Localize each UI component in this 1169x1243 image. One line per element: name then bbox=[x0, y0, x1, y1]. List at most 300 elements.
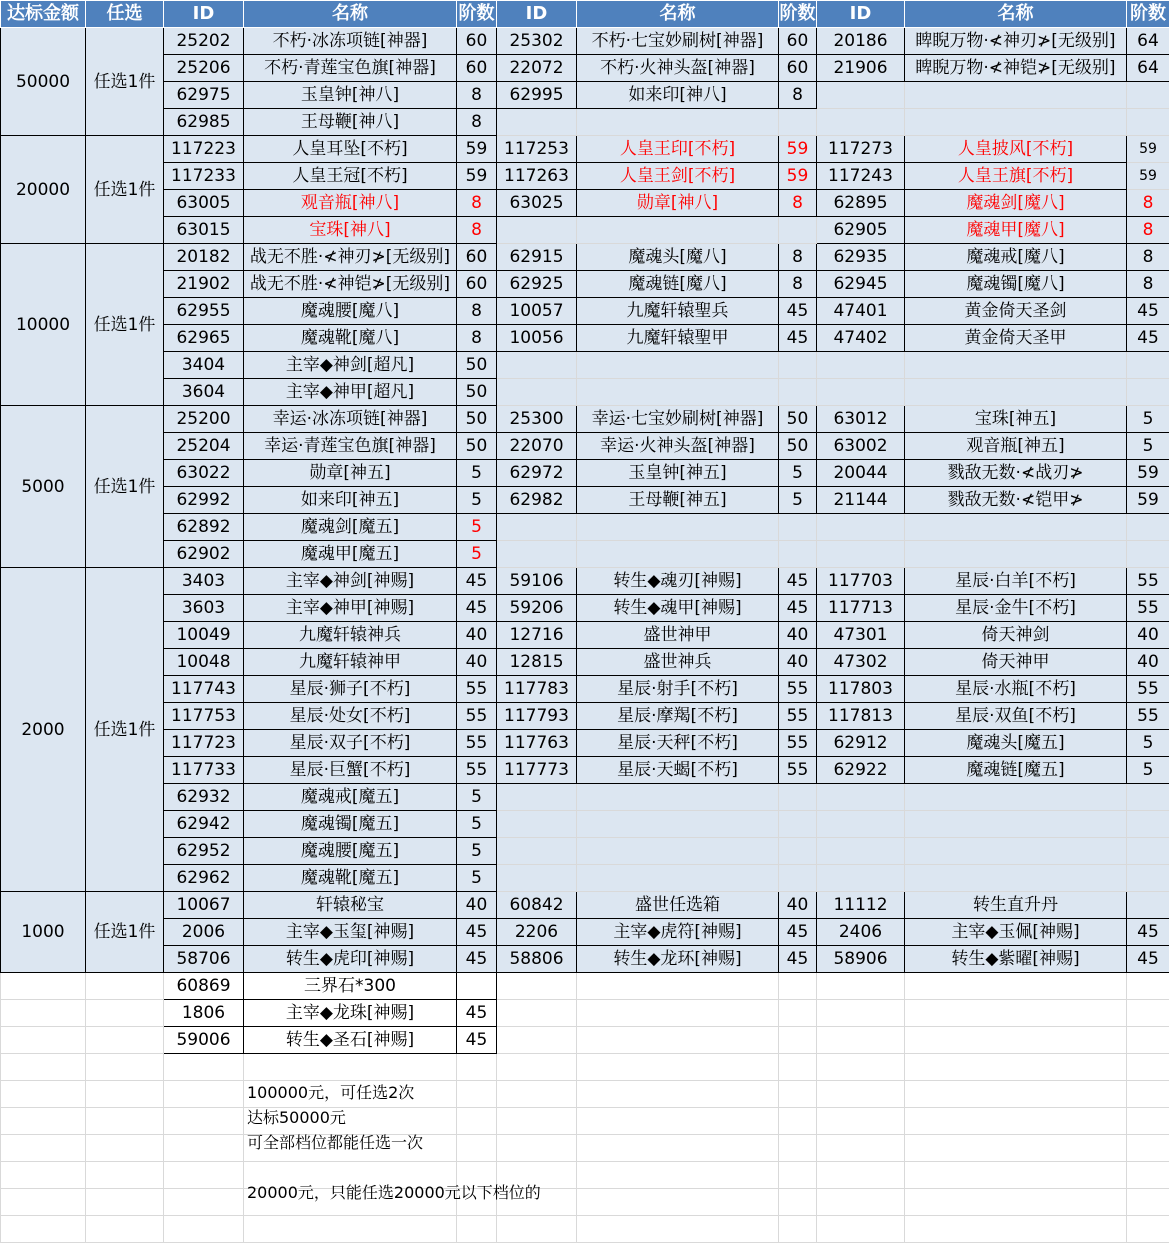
empty-cell bbox=[577, 1027, 779, 1054]
table-row bbox=[1, 649, 1169, 676]
item-id: 20044 bbox=[817, 460, 905, 487]
item-id: 117723 bbox=[164, 730, 244, 757]
tier-choose: 任选1件 bbox=[86, 244, 164, 406]
item-name: 魔魂头[魔五] bbox=[905, 730, 1127, 757]
item-name: 人皇披风[不朽] bbox=[905, 136, 1127, 163]
item-id: 117233 bbox=[164, 163, 244, 190]
item-id: 117703 bbox=[817, 568, 905, 595]
item-name: 转生◆魂甲[神赐] bbox=[577, 595, 779, 622]
header-cell: 任选 bbox=[86, 1, 164, 28]
item-name: 魔魂靴[魔五] bbox=[244, 865, 457, 892]
table-row bbox=[1, 676, 1169, 703]
item-level: 55 bbox=[779, 730, 817, 757]
tier-choose: 任选1件 bbox=[86, 136, 164, 244]
empty-cell bbox=[577, 811, 779, 838]
item-id: 62985 bbox=[164, 109, 244, 136]
item-id: 58906 bbox=[817, 946, 905, 973]
item-name: 幸运·冰冻项链[神器] bbox=[244, 406, 457, 433]
item-id: 59106 bbox=[497, 568, 577, 595]
empty-cell bbox=[1, 1054, 86, 1081]
item-name: 星辰·水瓶[不朽] bbox=[905, 676, 1127, 703]
empty-cell bbox=[86, 1054, 164, 1081]
item-level: 55 bbox=[457, 676, 497, 703]
empty-cell bbox=[1127, 1135, 1169, 1162]
item-id: 3404 bbox=[164, 352, 244, 379]
item-id: 2006 bbox=[164, 919, 244, 946]
table-row bbox=[1, 784, 1169, 811]
item-id: 62992 bbox=[164, 487, 244, 514]
item-name: 战无不胜·≮神刃≯[无级别] bbox=[244, 244, 457, 271]
item-level: 5 bbox=[457, 514, 497, 541]
empty-cell bbox=[905, 838, 1127, 865]
empty-cell bbox=[779, 1108, 817, 1135]
item-id: 117763 bbox=[497, 730, 577, 757]
empty-cell bbox=[817, 1216, 905, 1243]
empty-cell bbox=[817, 82, 905, 109]
item-name: 主宰◆玉佩[神赐] bbox=[905, 919, 1127, 946]
tier-choose: 任选1件 bbox=[86, 892, 164, 973]
item-level: 40 bbox=[1127, 622, 1169, 649]
item-id: 62962 bbox=[164, 865, 244, 892]
item-name: 魔魂戒[魔五] bbox=[244, 784, 457, 811]
item-level: 59 bbox=[1127, 460, 1169, 487]
item-name: 睥睨万物·≮神铠≯[无级别] bbox=[905, 55, 1127, 82]
empty-cell bbox=[457, 1108, 497, 1135]
item-id: 63015 bbox=[164, 217, 244, 244]
item-id: 25204 bbox=[164, 433, 244, 460]
empty-cell bbox=[497, 1108, 577, 1135]
item-id: 62975 bbox=[164, 82, 244, 109]
item-id: 20186 bbox=[817, 28, 905, 55]
table-row bbox=[1, 892, 1169, 919]
item-level: 55 bbox=[457, 730, 497, 757]
item-name: 转生直升丹 bbox=[905, 892, 1127, 919]
empty-cell bbox=[577, 1189, 779, 1216]
item-name: 观音瓶[神八] bbox=[244, 190, 457, 217]
item-name: 盛世神兵 bbox=[577, 649, 779, 676]
item-id: 62995 bbox=[497, 82, 577, 109]
table-row bbox=[1, 595, 1169, 622]
empty-cell bbox=[905, 1027, 1127, 1054]
item-id: 25206 bbox=[164, 55, 244, 82]
item-id: 62955 bbox=[164, 298, 244, 325]
empty-cell bbox=[779, 1189, 817, 1216]
empty-cell bbox=[577, 109, 779, 136]
empty-cell bbox=[86, 1162, 164, 1189]
table-row bbox=[1, 811, 1169, 838]
item-name: 玉皇钟[神八] bbox=[244, 82, 457, 109]
empty-row bbox=[1, 1108, 1169, 1135]
empty-cell bbox=[817, 541, 905, 568]
note-line: 20000元，只能任选20000元以下档位的 bbox=[247, 1183, 541, 1203]
item-name: 主宰◆虎符[神赐] bbox=[577, 919, 779, 946]
empty-cell bbox=[86, 1000, 164, 1027]
empty-cell bbox=[817, 1162, 905, 1189]
item-level: 60 bbox=[457, 28, 497, 55]
item-name: 星辰·双子[不朽] bbox=[244, 730, 457, 757]
empty-cell bbox=[497, 784, 577, 811]
item-level: 5 bbox=[779, 460, 817, 487]
empty-cell bbox=[1, 1081, 86, 1108]
empty-cell bbox=[1127, 514, 1169, 541]
item-name: 转生◆紫曜[神赐] bbox=[905, 946, 1127, 973]
tier-amount: 2000 bbox=[1, 568, 86, 892]
empty-cell bbox=[577, 352, 779, 379]
table-row bbox=[1, 379, 1169, 406]
item-name: 主宰◆玉玺[神赐] bbox=[244, 919, 457, 946]
item-name: 幸运·火神头盔[神器] bbox=[577, 433, 779, 460]
item-id: 62892 bbox=[164, 514, 244, 541]
table-row bbox=[1, 487, 1169, 514]
item-id: 12815 bbox=[497, 649, 577, 676]
item-level: 45 bbox=[1127, 325, 1169, 352]
empty-cell bbox=[497, 1081, 577, 1108]
item-level: 5 bbox=[457, 784, 497, 811]
empty-cell bbox=[905, 1081, 1127, 1108]
item-name: 魔魂头[魔八] bbox=[577, 244, 779, 271]
item-name: 宝珠[神五] bbox=[905, 406, 1127, 433]
empty-cell bbox=[457, 1135, 497, 1162]
item-id: 117273 bbox=[817, 136, 905, 163]
empty-cell bbox=[779, 379, 817, 406]
item-name: 魔魂甲[魔八] bbox=[905, 217, 1127, 244]
header-row bbox=[1, 1, 1169, 28]
table-row bbox=[1, 973, 1169, 1000]
empty-cell bbox=[1127, 379, 1169, 406]
empty-cell bbox=[1127, 838, 1169, 865]
item-level: 40 bbox=[457, 892, 497, 919]
item-id: 2206 bbox=[497, 919, 577, 946]
item-name: 转生◆圣石[神赐] bbox=[244, 1027, 457, 1054]
empty-row bbox=[1, 1189, 1169, 1216]
item-level: 60 bbox=[779, 55, 817, 82]
empty-cell bbox=[905, 109, 1127, 136]
empty-cell bbox=[497, 109, 577, 136]
item-level: 45 bbox=[779, 919, 817, 946]
empty-cell bbox=[497, 973, 577, 1000]
empty-cell bbox=[577, 973, 779, 1000]
header-cell: ID bbox=[497, 1, 577, 28]
item-id: 25302 bbox=[497, 28, 577, 55]
item-name: 转生◆龙环[神赐] bbox=[577, 946, 779, 973]
item-name: 星辰·天蝎[不朽] bbox=[577, 757, 779, 784]
item-id: 117733 bbox=[164, 757, 244, 784]
item-id: 58806 bbox=[497, 946, 577, 973]
item-level: 5 bbox=[457, 487, 497, 514]
empty-cell bbox=[905, 1216, 1127, 1243]
empty-cell bbox=[1127, 973, 1169, 1000]
table-row bbox=[1, 514, 1169, 541]
item-id: 63005 bbox=[164, 190, 244, 217]
empty-cell bbox=[1127, 352, 1169, 379]
item-id: 62942 bbox=[164, 811, 244, 838]
item-id: 117773 bbox=[497, 757, 577, 784]
item-id: 21902 bbox=[164, 271, 244, 298]
item-level: 40 bbox=[779, 649, 817, 676]
empty-cell bbox=[164, 1216, 244, 1243]
empty-cell bbox=[1127, 541, 1169, 568]
empty-cell bbox=[817, 1000, 905, 1027]
table-row bbox=[1, 622, 1169, 649]
empty-cell bbox=[1127, 1027, 1169, 1054]
empty-cell bbox=[1, 1162, 86, 1189]
item-name: 黄金倚天圣甲 bbox=[905, 325, 1127, 352]
item-name: 如来印[神五] bbox=[244, 487, 457, 514]
item-level: 50 bbox=[457, 406, 497, 433]
table-row bbox=[1, 325, 1169, 352]
item-id: 1806 bbox=[164, 1000, 244, 1027]
item-level: 45 bbox=[457, 1027, 497, 1054]
header-cell: 达标金额 bbox=[1, 1, 86, 28]
item-level: 45 bbox=[457, 1000, 497, 1027]
header-cell: ID bbox=[164, 1, 244, 28]
item-level: 55 bbox=[779, 703, 817, 730]
table-row bbox=[1, 217, 1169, 244]
empty-row bbox=[1, 1054, 1169, 1081]
item-name: 魔魂链[魔八] bbox=[577, 271, 779, 298]
table-row bbox=[1, 82, 1169, 109]
item-level: 45 bbox=[457, 568, 497, 595]
header-cell: 阶数 bbox=[457, 1, 497, 28]
item-level: 45 bbox=[779, 325, 817, 352]
empty-cell bbox=[577, 1054, 779, 1081]
empty-cell bbox=[497, 811, 577, 838]
empty-cell bbox=[905, 1189, 1127, 1216]
item-name: 如来印[神八] bbox=[577, 82, 779, 109]
item-id: 21906 bbox=[817, 55, 905, 82]
item-name: 轩辕秘宝 bbox=[244, 892, 457, 919]
empty-cell bbox=[817, 838, 905, 865]
item-name: 勋章[神八] bbox=[577, 190, 779, 217]
item-level: 64 bbox=[1127, 28, 1169, 55]
item-level: 8 bbox=[457, 190, 497, 217]
item-id: 10057 bbox=[497, 298, 577, 325]
item-level: 5 bbox=[457, 838, 497, 865]
empty-cell bbox=[905, 1108, 1127, 1135]
item-name: 盛世任选箱 bbox=[577, 892, 779, 919]
empty-cell bbox=[497, 217, 577, 244]
item-name: 不朽·青莲宝色旗[神器] bbox=[244, 55, 457, 82]
item-name: 魔魂镯[魔五] bbox=[244, 811, 457, 838]
item-level: 8 bbox=[1127, 190, 1169, 217]
item-id: 47402 bbox=[817, 325, 905, 352]
item-level: 60 bbox=[457, 55, 497, 82]
item-level: 59 bbox=[1127, 136, 1169, 163]
empty-cell bbox=[164, 1081, 244, 1108]
item-name: 主宰◆神甲[超凡] bbox=[244, 379, 457, 406]
item-name: 星辰·摩羯[不朽] bbox=[577, 703, 779, 730]
item-name: 魔魂剑[魔五] bbox=[244, 514, 457, 541]
table-row bbox=[1, 271, 1169, 298]
empty-cell bbox=[577, 1108, 779, 1135]
empty-cell bbox=[1, 1216, 86, 1243]
item-level: 5 bbox=[457, 811, 497, 838]
empty-cell bbox=[905, 1135, 1127, 1162]
item-level: 40 bbox=[779, 622, 817, 649]
item-level: 55 bbox=[1127, 568, 1169, 595]
item-level: 5 bbox=[457, 541, 497, 568]
empty-cell bbox=[817, 1054, 905, 1081]
empty-cell bbox=[817, 1189, 905, 1216]
item-level: 50 bbox=[457, 433, 497, 460]
empty-cell bbox=[779, 217, 817, 244]
empty-cell bbox=[164, 1162, 244, 1189]
item-level: 45 bbox=[1127, 919, 1169, 946]
item-level: 45 bbox=[779, 298, 817, 325]
item-id: 11112 bbox=[817, 892, 905, 919]
header-cell: 名称 bbox=[577, 1, 779, 28]
note-line: 可全部档位都能任选一次 bbox=[247, 1133, 423, 1153]
empty-cell bbox=[1127, 811, 1169, 838]
item-id: 117783 bbox=[497, 676, 577, 703]
item-id: 25300 bbox=[497, 406, 577, 433]
empty-cell bbox=[86, 1108, 164, 1135]
empty-cell bbox=[1, 1189, 86, 1216]
empty-cell bbox=[1127, 865, 1169, 892]
empty-cell bbox=[779, 541, 817, 568]
empty-cell bbox=[779, 1081, 817, 1108]
item-name: 九魔轩辕神甲 bbox=[244, 649, 457, 676]
item-name: 九魔轩辕聖兵 bbox=[577, 298, 779, 325]
item-name: 魔魂靴[魔八] bbox=[244, 325, 457, 352]
item-level: 59 bbox=[779, 163, 817, 190]
header-cell: ID bbox=[817, 1, 905, 28]
empty-cell bbox=[577, 1000, 779, 1027]
table-row bbox=[1, 136, 1169, 163]
empty-cell bbox=[1127, 1054, 1169, 1081]
item-level: 55 bbox=[1127, 595, 1169, 622]
empty-cell bbox=[497, 379, 577, 406]
item-level: 5 bbox=[1127, 730, 1169, 757]
item-id: 117263 bbox=[497, 163, 577, 190]
empty-cell bbox=[779, 1000, 817, 1027]
item-level: 55 bbox=[1127, 676, 1169, 703]
header-cell: 名称 bbox=[244, 1, 457, 28]
item-id: 63025 bbox=[497, 190, 577, 217]
empty-cell bbox=[86, 1216, 164, 1243]
item-level: 50 bbox=[457, 352, 497, 379]
item-level: 8 bbox=[779, 190, 817, 217]
item-id: 117743 bbox=[164, 676, 244, 703]
empty-cell bbox=[1, 1000, 86, 1027]
item-id: 62915 bbox=[497, 244, 577, 271]
item-name: 人皇王冠[不朽] bbox=[244, 163, 457, 190]
item-name: 倚天神甲 bbox=[905, 649, 1127, 676]
empty-cell bbox=[497, 1054, 577, 1081]
item-name: 倚天神剑 bbox=[905, 622, 1127, 649]
item-level: 59 bbox=[457, 136, 497, 163]
table-row bbox=[1, 28, 1169, 55]
item-name: 星辰·天秤[不朽] bbox=[577, 730, 779, 757]
empty-cell bbox=[779, 514, 817, 541]
item-id: 59206 bbox=[497, 595, 577, 622]
table-row bbox=[1, 730, 1169, 757]
table-row bbox=[1, 838, 1169, 865]
item-id: 117803 bbox=[817, 676, 905, 703]
item-id: 47401 bbox=[817, 298, 905, 325]
item-level: 60 bbox=[457, 271, 497, 298]
header-cell: 阶数 bbox=[779, 1, 817, 28]
empty-cell bbox=[817, 379, 905, 406]
item-id: 62912 bbox=[817, 730, 905, 757]
item-level: 5 bbox=[457, 865, 497, 892]
item-level: 60 bbox=[779, 28, 817, 55]
item-level: 59 bbox=[779, 136, 817, 163]
table-row bbox=[1, 919, 1169, 946]
item-name: 魔魂腰[魔八] bbox=[244, 298, 457, 325]
empty-cell bbox=[905, 541, 1127, 568]
item-name: 宝珠[神八] bbox=[244, 217, 457, 244]
tier-amount: 20000 bbox=[1, 136, 86, 244]
empty-cell bbox=[779, 352, 817, 379]
empty-cell bbox=[779, 838, 817, 865]
empty-cell bbox=[577, 1162, 779, 1189]
item-id: 117753 bbox=[164, 703, 244, 730]
item-level: 40 bbox=[457, 649, 497, 676]
table-row bbox=[1, 541, 1169, 568]
empty-cell bbox=[164, 1108, 244, 1135]
item-name: 三界石*300 bbox=[244, 973, 457, 1000]
item-level: 40 bbox=[1127, 649, 1169, 676]
empty-cell bbox=[905, 514, 1127, 541]
empty-cell bbox=[577, 865, 779, 892]
table-row bbox=[1, 352, 1169, 379]
note-line: 100000元，可任选2次 bbox=[247, 1083, 414, 1103]
item-name: 转生◆魂刃[神赐] bbox=[577, 568, 779, 595]
item-level: 55 bbox=[457, 757, 497, 784]
item-name: 戮敌无数·≮战刃≯ bbox=[905, 460, 1127, 487]
item-level: 5 bbox=[1127, 433, 1169, 460]
item-name: 主宰◆神剑[超凡] bbox=[244, 352, 457, 379]
item-id: 62972 bbox=[497, 460, 577, 487]
item-name: 王母鞭[神五] bbox=[577, 487, 779, 514]
item-id: 60842 bbox=[497, 892, 577, 919]
empty-cell bbox=[905, 82, 1127, 109]
empty-cell bbox=[86, 1027, 164, 1054]
item-level: 45 bbox=[779, 946, 817, 973]
item-level: 40 bbox=[779, 892, 817, 919]
empty-cell bbox=[497, 1027, 577, 1054]
empty-cell bbox=[905, 379, 1127, 406]
empty-cell bbox=[905, 1054, 1127, 1081]
empty-cell bbox=[817, 109, 905, 136]
item-id: 62902 bbox=[164, 541, 244, 568]
empty-cell bbox=[817, 811, 905, 838]
item-name: 不朽·七宝妙刷树[神器] bbox=[577, 28, 779, 55]
item-id: 10049 bbox=[164, 622, 244, 649]
item-level: 8 bbox=[779, 82, 817, 109]
item-id: 62895 bbox=[817, 190, 905, 217]
item-name: 魔魂腰[魔五] bbox=[244, 838, 457, 865]
item-level: 5 bbox=[1127, 406, 1169, 433]
tier-amount: 5000 bbox=[1, 406, 86, 568]
empty-cell bbox=[86, 1189, 164, 1216]
empty-cell bbox=[1, 1108, 86, 1135]
item-level: 40 bbox=[457, 622, 497, 649]
item-id: 117223 bbox=[164, 136, 244, 163]
item-id: 2406 bbox=[817, 919, 905, 946]
item-id: 62945 bbox=[817, 271, 905, 298]
item-id: 62935 bbox=[817, 244, 905, 271]
item-name: 星辰·金牛[不朽] bbox=[905, 595, 1127, 622]
item-level: 45 bbox=[779, 595, 817, 622]
item-name: 魔魂链[魔五] bbox=[905, 757, 1127, 784]
empty-cell bbox=[779, 1216, 817, 1243]
item-name: 观音瓶[神五] bbox=[905, 433, 1127, 460]
item-level: 55 bbox=[1127, 703, 1169, 730]
empty-cell bbox=[1, 1027, 86, 1054]
item-level: 8 bbox=[779, 271, 817, 298]
